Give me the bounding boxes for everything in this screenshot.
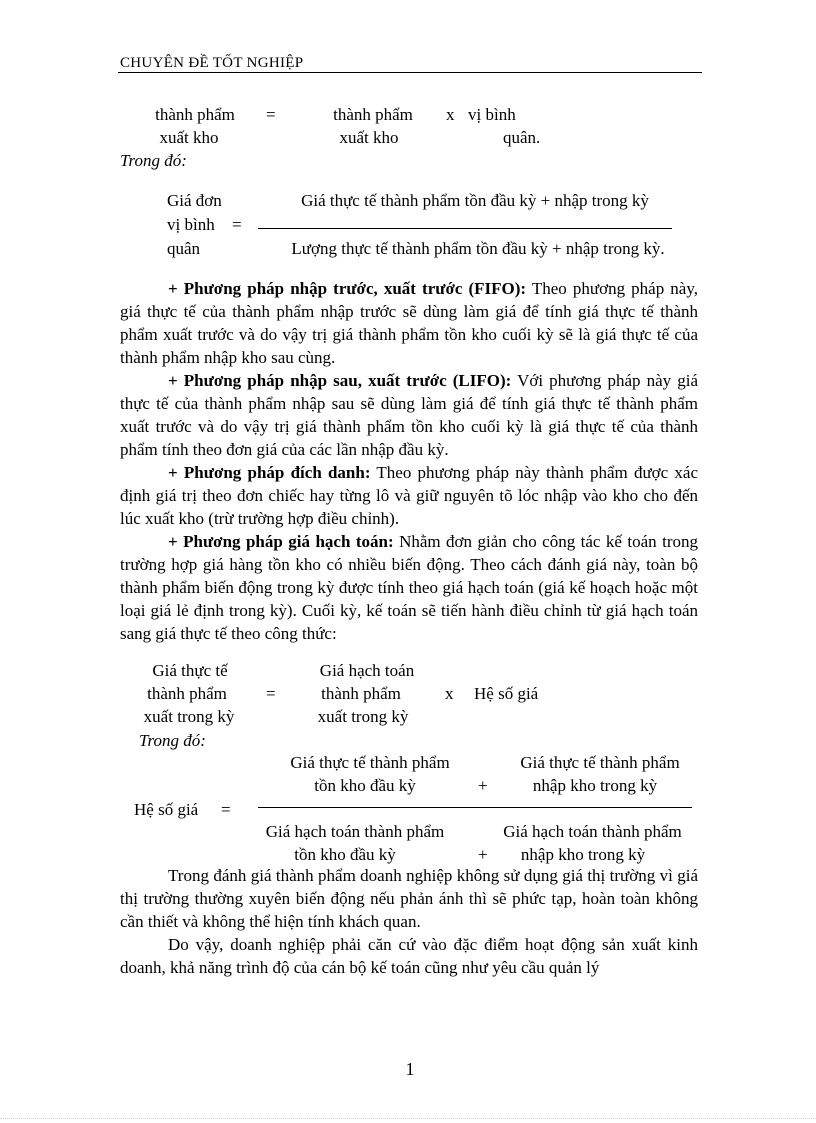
- formula3-equals: =: [266, 684, 276, 703]
- formula3-mid-line2: thành phẩm: [321, 684, 401, 703]
- closing-section: [120, 864, 698, 979]
- header-divider: [118, 72, 702, 73]
- formula1-rhs-line1: vị bình: [468, 105, 516, 124]
- method-fifo-text: Theo phương pháp này, giá thực tế của thành phẩm nhập trước sẽ dùng làm giá để tính giá thực tế thành phẩm xuất trước và do vậy trị giá thành phẩm tồn kho cuối kỳ sẽ là giá thực tế của thành phẩm nhập kho sau cùng.: [120, 279, 698, 367]
- method-accounting-price-title: + Phương pháp giá hạch toán:: [168, 532, 394, 551]
- where-label-2: Trong đó:: [139, 731, 206, 750]
- formula4-num-right-line1: Giá thực tế thành phẩm: [520, 753, 680, 772]
- formula4-num-right-line2: nhập kho trong kỳ: [532, 776, 658, 795]
- formula2-lhs-line2: vị bình: [167, 215, 215, 234]
- formula4-den-right-line2: nhập kho trong kỳ: [520, 845, 646, 864]
- formula3-rhs: Hệ số giá: [474, 684, 539, 703]
- method-accounting-price-text: Nhằm đơn giản cho công tác kế toán trong trường hợp giá hàng tồn kho có nhiều biến động. Theo cách đánh giá này, toàn bộ thành phẩm biến động trong kỳ được tính theo giá hạch toán (giá kế hoạch hoặc một loại giá lẻ định trong kỳ). Cuối kỳ, kế toán sẽ tiến hành điều chỉnh từ giá hạch toán sang giá thực tế theo công thức:: [120, 532, 698, 643]
- formula4-den-plus: +: [478, 845, 488, 864]
- formula3-mid-line3: xuất trong kỳ: [317, 707, 409, 726]
- formula2-fraction-bar: [258, 228, 672, 229]
- formula3-lhs-line3: xuất trong kỳ: [143, 707, 235, 726]
- method-fifo-title: + Phương pháp nhập trước, xuất trước (FIFO):: [168, 279, 527, 298]
- method-lifo-title: + Phương pháp nhập sau, xuất trước (LIFO):: [168, 371, 512, 390]
- formula1-lhs-line2: xuất kho: [159, 128, 219, 147]
- formula1-lhs-line1: thành phẩm: [155, 105, 235, 124]
- formula4-fraction-bar: [258, 807, 692, 808]
- formula1-times: x: [446, 105, 455, 124]
- formula2-lhs-line1: Giá đơn: [167, 191, 222, 210]
- page-header-title: CHUYÊN ĐỀ TỐT NGHIỆP: [120, 55, 304, 71]
- methods-section: [120, 277, 698, 645]
- formula2-lhs-line3: quân: [167, 239, 201, 258]
- formula3-lhs-line2: thành phẩm: [147, 684, 227, 703]
- method-accounting-price: [120, 530, 698, 645]
- method-fifo: [120, 277, 698, 369]
- formula4-den-left-line1: Giá hạch toán thành phẩm: [265, 822, 445, 841]
- formula1-equals: =: [266, 105, 276, 124]
- formula3-lhs-line1: Giá thực tế: [152, 661, 228, 680]
- formula3-mid-line1: Giá hạch toán: [319, 661, 415, 680]
- formula4-equals: =: [221, 800, 231, 819]
- formula1-rhs-line2: quân.: [503, 128, 541, 147]
- page-bottom-edge: [0, 1118, 816, 1119]
- formula2-numerator: Giá thực tế thành phẩm tồn đầu kỳ + nhập trong kỳ: [301, 191, 649, 210]
- formula4-den-right-line1: Giá hạch toán thành phẩm: [503, 822, 682, 841]
- formula4-num-left-line1: Giá thực tế thành phẩm: [290, 753, 450, 772]
- formula1-mid-line2: xuất kho: [339, 128, 399, 147]
- where-label-1: Trong đó:: [120, 151, 187, 170]
- method-specific: [120, 461, 698, 530]
- formula4-lhs: Hệ số giá: [134, 800, 199, 819]
- method-lifo: [120, 369, 698, 461]
- method-specific-text: Theo phương pháp này thành phẩm được xác định giá trị theo đơn chiếc hay từng lô và giữ nguyên tõ lóc nhập vào kho cho đến lúc xuất kho (trừ trường hợp điều chỉnh).: [120, 463, 698, 528]
- method-specific-title: + Phương pháp đích danh:: [168, 463, 371, 482]
- method-lifo-text: Với phương pháp này giá thực tế của thành phẩm nhập sau sẽ dùng làm giá để tính giá thực tế thành phẩm xuất trước và do vậy trị giá thành phẩm tồn kho cuối kỳ là giá thực tế của thành phẩm tính theo đơn giá của các lần nhập đầu kỳ.: [120, 371, 699, 459]
- formula2-denominator: Lượng thực tế thành phẩm tồn đầu kỳ + nhập trong kỳ.: [291, 239, 665, 258]
- formula4-num-plus: +: [478, 776, 488, 795]
- formula4-num-left-line2: tồn kho đầu kỳ: [314, 776, 416, 795]
- formula1-mid-line1: thành phẩm: [333, 105, 413, 124]
- closing-paragraph-1: Trong đánh giá thành phẩm doanh nghiệp không sử dụng giá thị trường vì giá thị trường thường xuyên biến động nếu phản ánh thì sẽ phức tạp, hoàn toàn không cần thiết và không thể hiện tính khách quan.: [120, 866, 698, 931]
- formula4-den-left-line2: tồn kho đầu kỳ: [294, 845, 396, 864]
- formula3-times: x: [445, 684, 454, 703]
- closing-paragraph-2: Do vậy, doanh nghiệp phải căn cứ vào đặc điểm hoạt động sản xuất kinh doanh, khả năng trình độ của cán bộ kế toán cũng như yêu cầu quản lý: [120, 935, 698, 977]
- page-number: 1: [405, 1059, 415, 1079]
- formula2-equals: =: [232, 215, 242, 234]
